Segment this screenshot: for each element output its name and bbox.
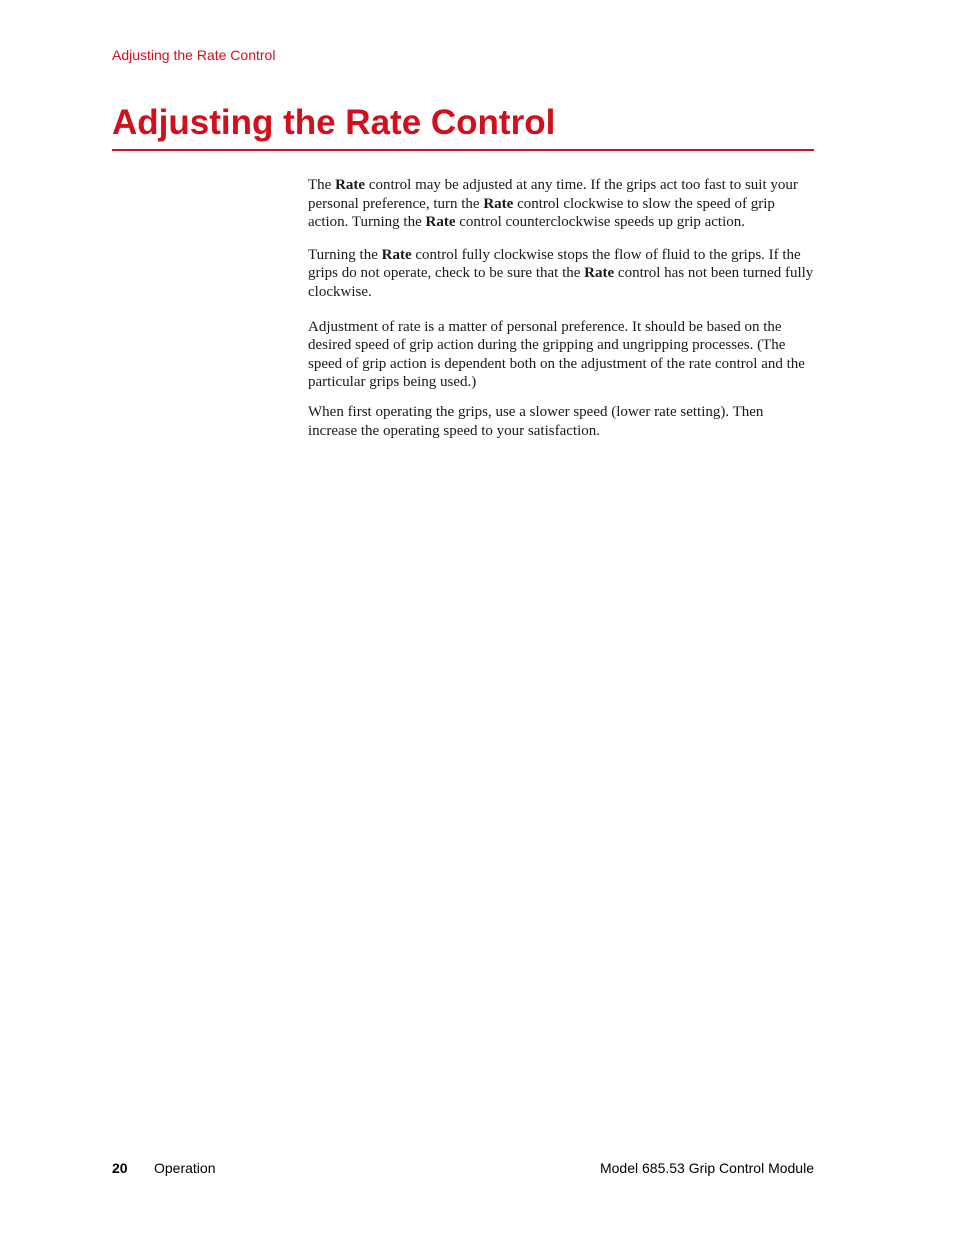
bold-term-rate: Rate <box>584 265 615 282</box>
bold-term-rate: Rate <box>335 177 366 193</box>
text-run: The <box>308 177 336 193</box>
page-title: Adjusting the Rate Control <box>112 103 556 142</box>
bold-term-rate: Rate <box>425 214 456 231</box>
text-run: control counterclockwise speeds up grip action. <box>455 214 746 231</box>
page-footer <box>112 1159 814 1177</box>
running-header: Adjusting the Rate Control <box>112 47 276 63</box>
text-run: control fully clockwise stops the flow of fluid to the grips. If the grips do not operate, check to be sure that the <box>308 246 801 282</box>
bold-term-rate: Rate <box>381 246 412 263</box>
body-content <box>308 176 814 440</box>
footer-document-title: Model 685.53 Grip Control Module <box>599 1160 814 1176</box>
bold-term-rate: Rate <box>483 195 514 212</box>
page-number: 20 <box>112 1160 128 1176</box>
paragraph-first-operating: When first operating the grips, use a slower speed (lower rate setting). Then increase the operating speed to your satisfaction. <box>308 403 764 439</box>
text-run: control has not been turned fully clockwise. <box>308 265 814 300</box>
text-run: control clockwise to slow the speed of grip action. Turning the <box>308 195 775 231</box>
title-divider <box>112 149 814 151</box>
text-run: Turning the <box>308 246 382 263</box>
paragraph-personal-preference: Adjustment of rate is a matter of personal preference. It should be based on the desired speed of grip action during the gripping and ungripping processes. (The speed of grip action is dependent both on the adjustment of the rate control and the particular grips being used.) <box>308 318 805 391</box>
paragraph-fully-clockwise <box>308 246 814 302</box>
footer-section: Operation <box>154 1160 216 1176</box>
text-run: control may be adjusted at any time. If the grips act too fast to suit your personal preference, turn the <box>308 177 798 212</box>
paragraph-rate-adjust <box>308 176 814 232</box>
